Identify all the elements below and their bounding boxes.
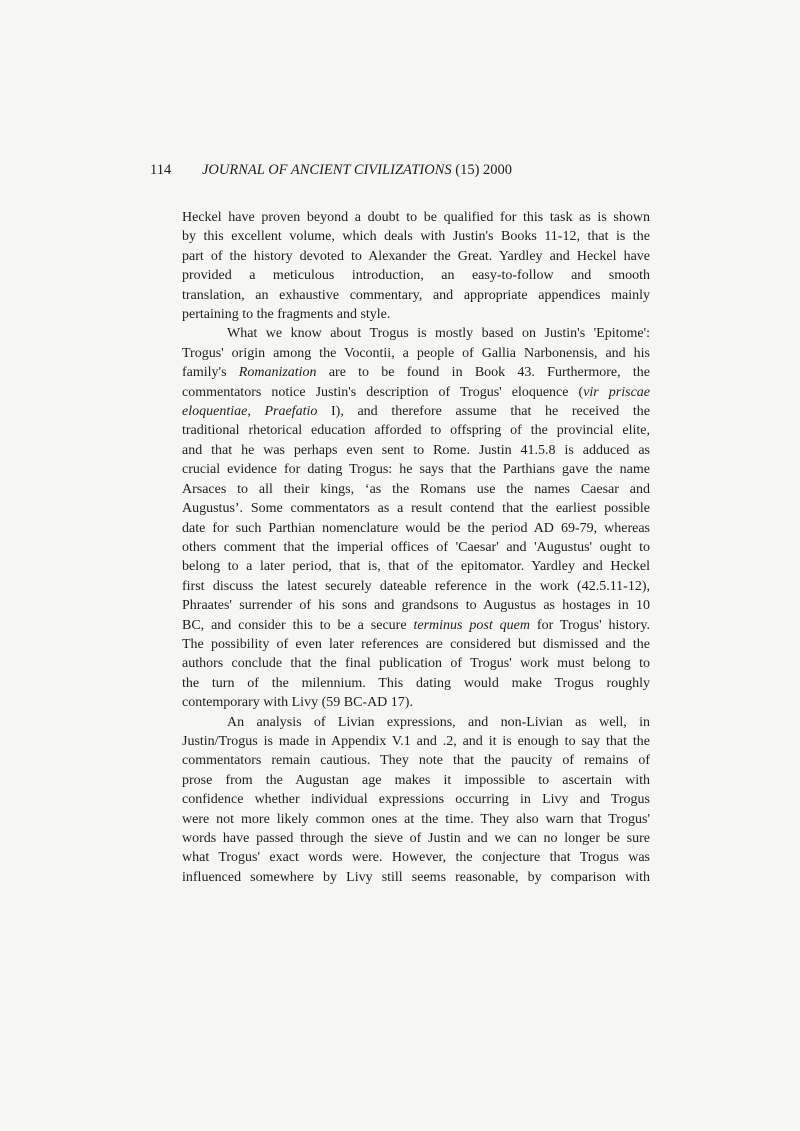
text-line: [182, 480, 650, 499]
journal-title: JOURNAL OF ANCIENT CIVILIZATIONS: [202, 162, 452, 178]
text-segment: by this excellent volume, which deals with Justin's Books 11-12, that is the: [182, 229, 650, 245]
italic-text: eloquentiae: [182, 404, 248, 420]
text-line: [182, 771, 650, 790]
text-segment: An analysis of Livian expressions, and non-Livian as well, in: [227, 714, 650, 730]
text-segment: Arsaces to all their kings, ‘as the Romans use the names Caesar and: [182, 481, 650, 497]
text-segment: What we know about Trogus is mostly based on Justin's 'Epitome':: [227, 326, 650, 342]
text-line: [182, 616, 650, 635]
text-segment: part of the history devoted to Alexander the Great. Yardley and Heckel have: [182, 248, 650, 264]
text-segment: others comment that the imperial offices of 'Caesar' and 'Augustus' ought to: [182, 539, 650, 555]
italic-text: vir priscae: [583, 384, 650, 400]
text-segment: ,: [247, 404, 265, 420]
text-segment: translation, an exhaustive commentary, and appropriate appendices mainly: [182, 287, 650, 303]
text-line: [182, 305, 650, 324]
text-segment: and that he was perhaps even sent to Rome. Justin 41.5.8 is adduced as: [182, 442, 650, 458]
text-segment: were not more likely common ones at the time. They also warn that Trogus': [182, 811, 650, 827]
text-line: [182, 596, 650, 615]
text-line: [182, 344, 650, 363]
text-segment: provided a meticulous introduction, an easy-to-follow and smooth: [182, 268, 650, 284]
text-line: [182, 383, 650, 402]
text-segment: Augustus’. Some commentators as a result contend that the earliest possible: [182, 501, 650, 517]
text-line: [182, 519, 650, 538]
running-header: [150, 160, 800, 180]
text-segment: Trogus' origin among the Vocontii, a people of Gallia Narbonensis, and his: [182, 345, 650, 361]
text-line: [182, 227, 650, 246]
text-line: [182, 848, 650, 867]
text-line: [182, 654, 650, 673]
italic-text: Romanization: [238, 365, 317, 381]
text-line: [182, 499, 650, 518]
text-segment: contemporary with Livy (59 BC-AD 17).: [182, 695, 413, 711]
text-segment: crucial evidence for dating Trogus: he says that the Parthians gave the name: [182, 462, 650, 478]
volume-year: (15) 2000: [451, 162, 513, 178]
text-segment: pertaining to the fragments and style.: [182, 307, 391, 323]
text-line: [182, 674, 650, 693]
text-segment: the turn of the milennium. This dating would make Trogus roughly: [182, 675, 650, 691]
text-segment: confidence whether individual expressions occurring in Livy and Trogus: [182, 792, 650, 808]
text-line: [182, 402, 650, 421]
text-line: [182, 810, 650, 829]
text-segment: commentators notice Justin's description of Trogus' eloquence (: [182, 384, 584, 400]
text-segment: authors conclude that the final publication of Trogus' work must belong to: [182, 656, 650, 672]
text-line: [182, 751, 650, 770]
text-line: [182, 441, 650, 460]
text-segment: words have passed through the sieve of Justin and we can no longer be sure: [182, 831, 650, 846]
text-line: [182, 790, 650, 809]
italic-text: terminus post quem: [413, 617, 530, 633]
text-line: [182, 577, 650, 596]
text-segment: The possibility of even later references are considered but dismissed and the: [182, 636, 650, 652]
text-segment: date for such Parthian nomenclature would be the period AD 69-79, whereas: [182, 520, 650, 536]
text-line: [182, 868, 650, 887]
text-segment: influenced somewhere by Livy still seems reasonable, by comparison with: [182, 869, 650, 885]
text-segment: what Trogus' exact words were. However, the conjecture that Trogus was: [182, 850, 650, 866]
text-line: [182, 247, 650, 266]
text-segment: Phraates' surrender of his sons and grandsons to Augustus as hostages in 10: [182, 598, 650, 614]
text-segment: are to be found in Book 43. Furthermore, the: [316, 365, 651, 381]
text-line: [182, 460, 650, 479]
text-line: [182, 266, 650, 285]
text-line: [182, 208, 650, 227]
text-line: [182, 829, 650, 848]
body-text: [182, 208, 650, 887]
text-segment: traditional rhetorical education afforded to offspring of the provincial elite,: [182, 423, 650, 439]
text-segment: first discuss the latest securely dateable reference in the work (42.5.11-12),: [182, 578, 650, 594]
text-line: [182, 538, 650, 557]
page-number: 114: [150, 162, 172, 178]
text-segment: family's: [182, 365, 239, 381]
text-line: [182, 635, 650, 654]
text-segment: belong to a later period, that is, that of the epitomator. Yardley and Heckel: [182, 559, 650, 575]
text-line: [182, 732, 650, 751]
text-segment: Heckel have proven beyond a doubt to be qualified for this task as is shown: [182, 210, 650, 225]
text-line: [182, 421, 650, 440]
text-segment: I), and therefore assume that he received the: [317, 404, 650, 420]
italic-text: Praefatio: [264, 404, 318, 420]
text-line: [182, 286, 650, 305]
text-segment: BC, and consider this to be a secure: [182, 617, 414, 633]
text-line: [182, 363, 650, 382]
text-segment: prose from the Augustan age makes it impossible to ascertain with: [182, 772, 650, 788]
text-line: [182, 713, 650, 732]
text-line: [182, 693, 650, 712]
text-segment: commentators remain cautious. They note that the paucity of remains of: [182, 753, 650, 769]
text-segment: Justin/Trogus is made in Appendix V.1 and .2, and it is enough to say that the: [182, 733, 650, 749]
text-line: [182, 557, 650, 576]
text-segment: for Trogus' history.: [530, 617, 651, 633]
text-line: [182, 324, 650, 343]
